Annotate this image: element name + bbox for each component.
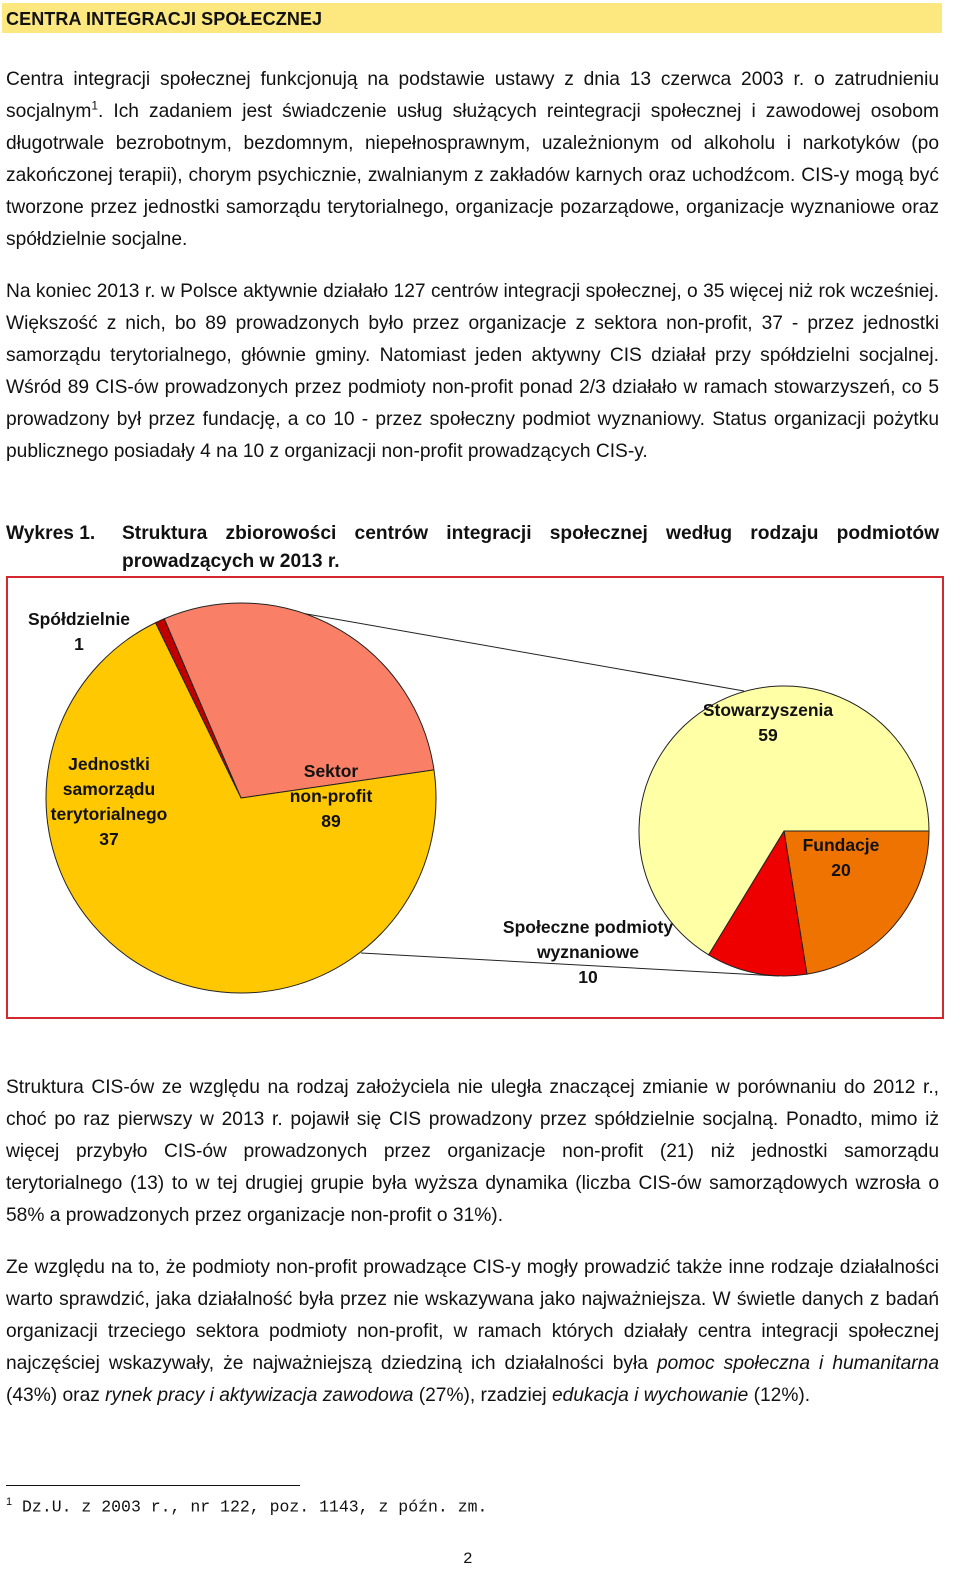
paragraph-activities-text-d: (12%). bbox=[748, 1385, 811, 1406]
breakdown-pie-label-1: Fundacje 20 bbox=[802, 835, 880, 880]
paragraph-intro-text-a: Centra integracji społecznej funkcjonują na podstawie ustawy z dnia 13 czerwca 2003 r. o zatrudnieniu socjalnym bbox=[6, 69, 939, 122]
paragraph-intro bbox=[6, 64, 939, 256]
paragraph-activities-text-b: (43%) oraz bbox=[6, 1385, 106, 1406]
main-pie-label-0: Spółdzielnie 1 bbox=[27, 609, 131, 654]
footnote bbox=[6, 1496, 487, 1517]
figure-caption-text: Struktura zbiorowości centrów integracji społecznej według rodzaju podmiotów prowadzących w 2013 r. bbox=[122, 523, 939, 572]
main-pie-label-1: Jednostki samorządu terytorialnego 37 bbox=[50, 754, 168, 849]
paragraph-activities-text-a: Ze względu na to, że podmioty non-profit prowadzące CIS-y mogły prowadzić także inne rodzaje działalności warto sprawdzić, jaka działalność była przez nie wskazywana jako najważniejsza. W świetle danych z badań organizacji trzeciego sektora podmioty non-profit, w ramach których działały centra integracji społecznej najczęściej wskazywały, że najważniejszą dziedziną ich działalności była bbox=[6, 1257, 939, 1374]
activity-social-aid: pomoc społeczna i humanitarna bbox=[656, 1353, 939, 1374]
main-pie-label-2: Sektor non-profit 89 bbox=[289, 761, 373, 831]
footnote-reference[interactable]: 1 bbox=[91, 98, 98, 113]
activity-labour-market: rynek pracy i aktywizacja zawodowa bbox=[105, 1385, 414, 1406]
breakdown-pie bbox=[639, 686, 929, 976]
section-title: CENTRA INTEGRACJI SPOŁECZNEJ bbox=[6, 9, 323, 29]
paragraph-activities bbox=[6, 1252, 939, 1412]
footnote-number: 1 bbox=[6, 1496, 13, 1508]
page-number: 2 bbox=[463, 1550, 473, 1568]
paragraph-activities-text-c: (27%), rzadziej bbox=[413, 1385, 552, 1406]
breakdown-pie-label-2: Społeczne podmioty wyznaniowe 10 bbox=[502, 917, 674, 987]
figure-caption bbox=[6, 520, 939, 576]
chart-svg bbox=[6, 576, 944, 1019]
breakdown-pie-label-0: Stowarzyszenia 59 bbox=[702, 700, 834, 745]
section-header bbox=[2, 3, 942, 33]
paragraph-intro-text-b: . Ich zadaniem jest świadczenie usług służących reintegracji społecznej i zawodowej osobom długotrwale bezrobotnym, bezdomnym, niepełnosprawnym, uzależnionym od alkoholu i narkotyków (po zakończonej terapii), chorym psychicznie, zwalnianym z zakładów karnych oraz uchodźcom. CIS-y mogą być tworzone przez jednostki samorządu terytorialnego, organizacje pozarządowe, organizacje wyznaniowe oraz spółdzielnie socjalne. bbox=[6, 101, 939, 250]
footnote-text: Dz.U. z 2003 r., nr 122, poz. 1143, z późn. zm. bbox=[12, 1497, 488, 1517]
activity-education: edukacja i wychowanie bbox=[552, 1385, 749, 1406]
paragraph-structure: Struktura CIS-ów ze względu na rodzaj założyciela nie uległa znaczącej zmianie w porównaniu do 2012 r., choć po raz pierwszy w 2013 r. pojawił się CIS prowadzony przez spółdzielnie socjalną. Ponadto, mimo iż więcej przybyło CIS-ów prowadzonych przez organizacje non-profit (21) niż jednostki samorządu terytorialnego (13) to w tej drugiej grupie była wyższa dynamika (liczba CIS-ów samorządowych wzrosła o 58% a prowadzonych przez organizacje non-profit o 31%). bbox=[6, 1077, 939, 1226]
footnote-separator bbox=[6, 1485, 300, 1486]
pie-of-pie-chart bbox=[6, 576, 944, 1019]
figure-label: Wykres 1. bbox=[6, 523, 96, 544]
paragraph-statistics: Na koniec 2013 r. w Polsce aktywnie działało 127 centrów integracji społecznej, o 35 więcej niż rok wcześniej. Większość z nich, bo 89 prowadzonych było przez organizacje z sektora non-profit, 37 - przez jednostki samorządu terytorialnego, głównie gminy. Natomiast jeden aktywny CIS działał przy spółdzielni socjalnej. Wśród 89 CIS-ów prowadzonych przez podmioty non-profit ponad 2/3 działało w ramach stowarzyszeń, co 5 prowadzony był przez fundację, a co 10 - przez społeczny podmiot wyznaniowy. Status organizacji pożytku publicznego posiadały 4 na 10 z organizacji non-profit prowadzących CIS-y. bbox=[6, 281, 939, 462]
